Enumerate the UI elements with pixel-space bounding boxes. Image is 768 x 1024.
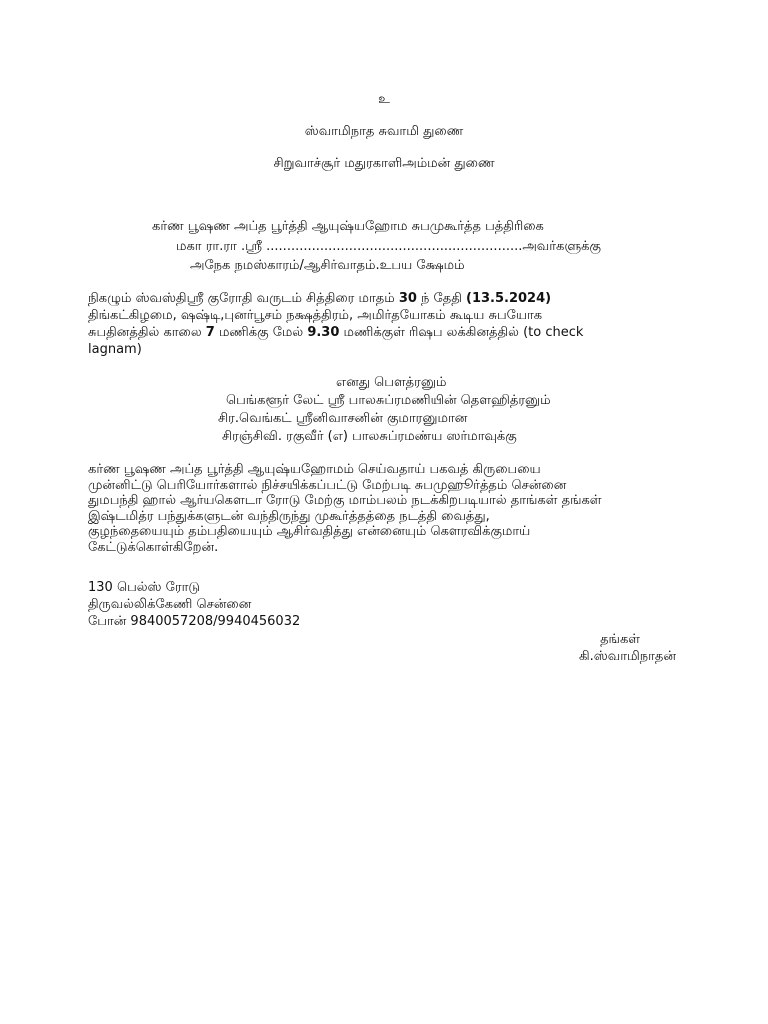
schedule-end-time: 9.30 xyxy=(307,325,340,340)
schedule-line-1 xyxy=(88,291,551,307)
body-line: முன்னிட்டு பெரியோர்களால் நிச்சயிக்கப்பட்டு மேற்படி சுபமுஹூர்த்தம் சென்னை xyxy=(88,477,567,493)
schedule-text: மணிக்குள் ரிஷப லக்கினத்தில் (to check xyxy=(339,325,584,340)
grandson-father-line: சிர.வெங்கட் ஸ்ரீனிவாசனின் குமாரனுமான xyxy=(218,411,468,426)
pillaiyar-suzhi-symbol: உ xyxy=(378,92,390,107)
signature-name: கி.ஸ்வாமிநாதன் xyxy=(579,649,676,664)
greeting-line: அநேக நமஸ்காரம்/ஆசிர்வாதம்.உபய க்ஷேமம் xyxy=(190,258,465,273)
grandson-maternal-line: பெங்களூர் லேட் ஸ்ரீ பாலசுப்ரமணியின் தௌஹித்ரனும் xyxy=(226,393,551,408)
schedule-text: சுபதினத்தில் காலை xyxy=(88,325,206,340)
grandson-intro: எனது பௌத்ரனும் xyxy=(336,375,447,390)
schedule-date: (13.5.2024) xyxy=(466,291,552,306)
address-city: திருவல்லிக்கேணி சென்னை xyxy=(88,597,252,612)
schedule-text: மணிக்கு மேல் xyxy=(214,325,308,340)
addressee-line: மகா ரா.ரா .ஸ்ரீ ..............................................................அவர்களுக்கு xyxy=(176,239,601,254)
body-line: கேட்டுக்கொள்கிறேன். xyxy=(88,539,219,555)
body-line: துமபந்தி ஹால் ஆர்யகௌடா ரோடு மேற்கு மாம்பலம் நடக்கிறபடியால் தாங்கள் தங்கள் xyxy=(88,493,602,509)
schedule-line-4: lagnam) xyxy=(88,342,142,357)
schedule-line-3 xyxy=(88,325,583,341)
body-line: குழந்தையையும் தம்பதியையும் ஆசிர்வதித்து என்னையும் கௌரவிக்குமாய் xyxy=(88,524,531,540)
body-line: கர்ண பூஷண அப்த பூர்த்தி ஆயுஷ்யஹோமம் செய்வதாய் பகவத் கிருபையை xyxy=(88,462,541,477)
schedule-line-2: திங்கட்கிழமை, ஷஷ்டி,புனர்பூசம் நக்ஷத்திரம், அமிர்தயோகம் கூடிய சுபயோக xyxy=(88,308,543,323)
body-line: இஷ்டமித்ர பந்துக்களுடன் வந்திருந்து முகூர்த்தத்தை நடத்தி வைத்து, xyxy=(88,508,490,524)
invocation-swaminatha: ஸ்வாமிநாத சுவாமி துணை xyxy=(304,124,464,139)
invitation-title: கர்ண பூஷண அப்த பூர்த்தி ஆயுஷ்யஹோம சுபமுகூர்த்த பத்திரிகை xyxy=(152,219,544,234)
schedule-text: ந் தேதி xyxy=(416,291,467,306)
grandson-name: சிரஞ்சிவி. ரகுவீர் (எ) பாலசுப்ரமண்ய ஸர்மாவுக்கு xyxy=(222,429,517,444)
schedule-text: நிகழும் ஸ்வஸ்திஸ்ரீ குரோதி வருடம் சித்திரை மாதம் xyxy=(88,291,399,306)
invocation-madurakali: சிறுவாச்சூர் மதுரகாளிஅம்மன் துணை xyxy=(273,156,495,171)
signature-closing: தங்கள் xyxy=(600,632,640,647)
address-phone: போன் 9840057208/9940456032 xyxy=(88,614,301,629)
schedule-start-time: 7 xyxy=(205,325,215,340)
schedule-day: 30 xyxy=(398,291,417,306)
address-street: 130 பெல்ஸ் ரோடு xyxy=(88,580,200,595)
body-paragraph xyxy=(88,462,688,556)
